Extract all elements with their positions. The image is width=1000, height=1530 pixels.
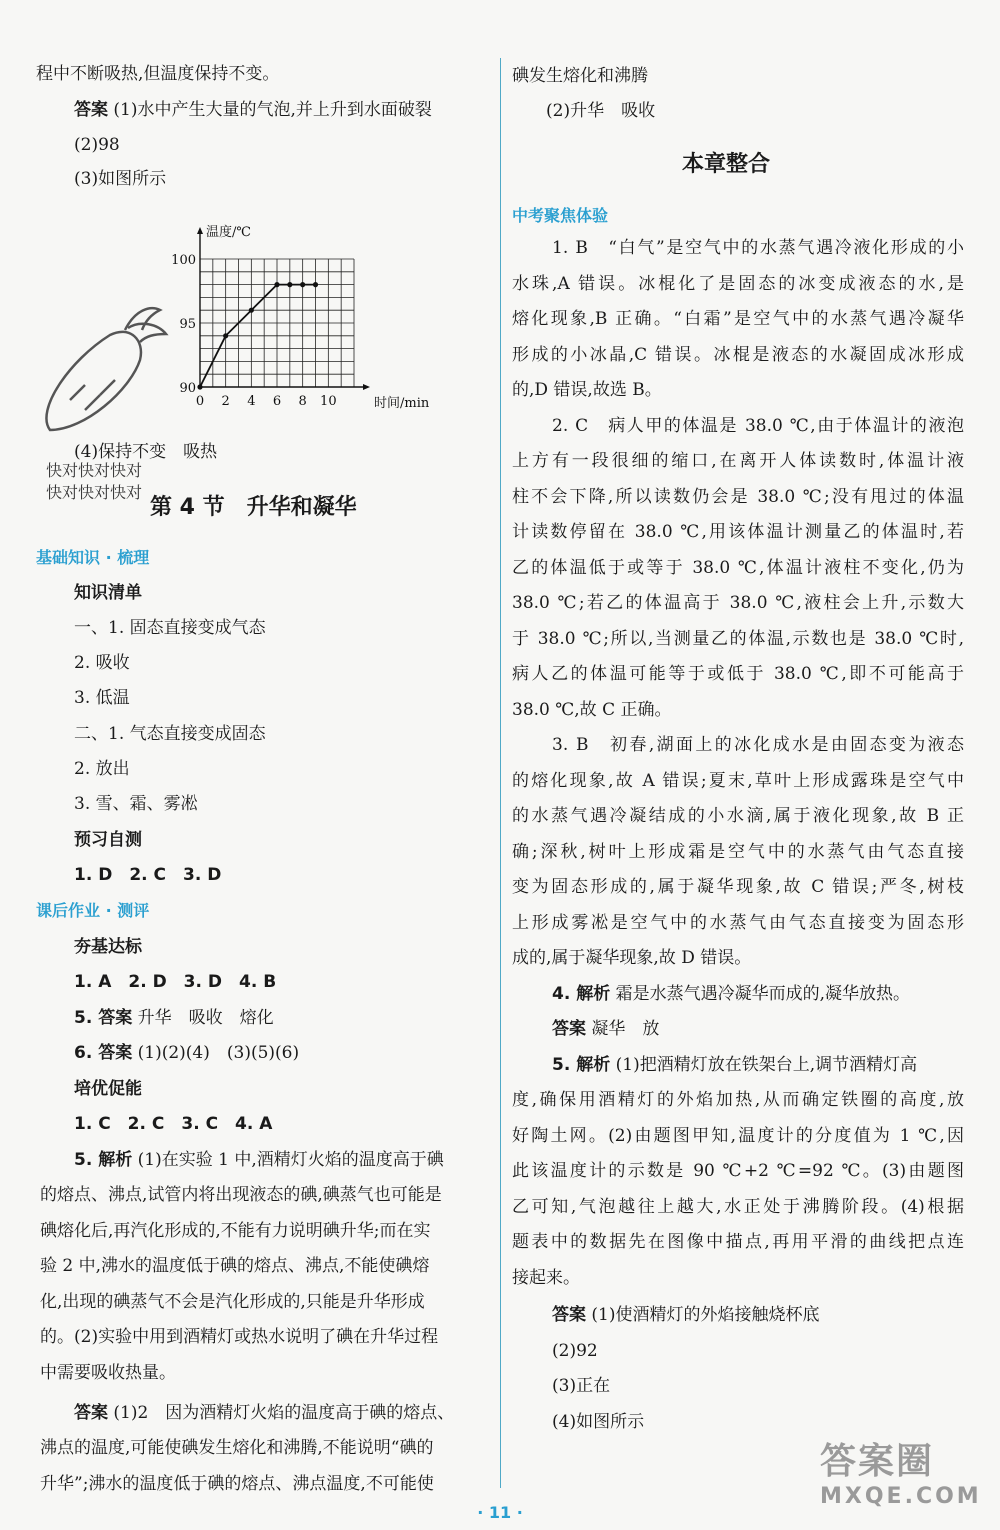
text-line: 二、1. 气态直接变成固态 [74, 724, 266, 744]
answer-line [74, 1148, 444, 1172]
question-5-answer-line: (4)如图所示 [552, 1412, 645, 1432]
label-text: (1)使酒精灯的外焰接触烧杯底 [591, 1305, 820, 1325]
data-point [287, 282, 292, 287]
heading: 预习自测 [74, 830, 142, 850]
text-line: 一、1. 固态直接变成气态 [74, 618, 266, 638]
question-3-line: 的水蒸气遇冷凝结成的小水滴,属于液化现象,故 B 正 [512, 806, 964, 826]
answer-label: 答案 [74, 100, 108, 120]
analysis-label: 5. 解析 [74, 1150, 133, 1170]
question-2-line: 病人乙的体温可能等于或低于 38.0 ℃,即不可能高于 [512, 664, 964, 684]
text-line: 2. 放出 [74, 759, 130, 779]
question-1-line: 水珠,A 错误。冰棍化了是固态的冰变成液态的水,是 [512, 274, 964, 294]
text-line: 验 2 中,沸水的温度低于碘的熔点、沸点,不能使碘熔 [40, 1256, 430, 1276]
answer-label: 5. 答案 [74, 1008, 133, 1028]
text-line: 3. 雪、霜、雾凇 [74, 794, 198, 814]
question-5-line: 度,确保用酒精灯的外焰加热,从而确定铁圈的高度,放 [512, 1090, 964, 1110]
answer-text: (1)(2)(4) (3)(5)(6) [137, 1043, 300, 1063]
x-tick-label: 2 [221, 394, 230, 409]
text-line: 的。(2)实验中用到酒精灯或热水说明了碘在升华过程 [40, 1327, 439, 1347]
watermark-text: 快对快对快对 [46, 483, 143, 502]
text-line: 中需要吸收热量。 [40, 1363, 176, 1383]
label-text: (1)把酒精灯放在铁架台上,调节酒精灯高 [615, 1055, 918, 1075]
question-5-answer-line: (2)92 [552, 1341, 598, 1361]
page-number: · 11 · [477, 1503, 523, 1522]
question-2-line: 38.0 ℃,故 C 正确。 [512, 700, 672, 720]
data-point [274, 282, 279, 287]
answer-label: 6. 答案 [74, 1043, 133, 1063]
question-3-line: 变为固态形成的,属于凝华现象,故 C 错误;严冬,树枝 [512, 877, 964, 897]
site-watermark-logo [820, 1440, 990, 1520]
text-line: 1. C 2. C 3. C 4. A [74, 1114, 273, 1134]
question-3-line: 上形成雾凇是空气中的水蒸气由气态直接变为固态形 [512, 913, 964, 933]
x-tick-label: 6 [272, 394, 282, 409]
text-line: 化,出现的碘蒸气不会是汽化形成的,只能是升华形成 [40, 1292, 425, 1312]
label-text: 霜是水蒸气遇冷凝华而成的,凝华放热。 [615, 984, 911, 1004]
question-2-line: 柱不会下降,所以读数仍会是 38.0 ℃;没有甩过的体温 [512, 487, 964, 507]
question-5-line: 接起来。 [512, 1268, 580, 1288]
x-tick-label: 8 [298, 394, 307, 409]
text-line: 升华”;沸水的温度低于碘的熔点、沸点温度,不可能使 [40, 1474, 434, 1494]
question-5-line: 好陶土网。(2)由题图甲知,温度计的分度值为 1 ℃,因 [512, 1126, 964, 1146]
question-1-line: 形成的小冰晶,C 错误。冰棍是液态的水凝固成冰形成 [512, 345, 964, 365]
text-line: (3)如图所示 [74, 169, 167, 189]
label: 答案 [552, 1305, 586, 1325]
x-axis-label: 时间/min [374, 396, 430, 411]
text-line: 3. 低温 [74, 688, 130, 708]
label: 4. 解析 [552, 984, 611, 1004]
question-4-answer [552, 1017, 659, 1041]
x-tick-label: 4 [247, 394, 256, 409]
answer-line [74, 1006, 274, 1030]
question-2-line: 2. C 病人甲的体温是 38.0 ℃,由于体温计的液泡 [552, 416, 964, 436]
subsection-heading: 中考聚焦体验 [512, 206, 609, 225]
question-2-line: 乙的体温低于或等于 38.0 ℃,体温计液柱不变化,仍为 [512, 558, 964, 578]
label: 5. 解析 [552, 1055, 611, 1075]
data-point [197, 384, 202, 389]
heading: 培优促能 [74, 1079, 142, 1099]
x-tick-label: 10 [320, 394, 337, 409]
text-line: 碘发生熔化和沸腾 [512, 66, 648, 86]
question-1-line: 1. B “白气”是空气中的水蒸气遇冷液化形成的小 [552, 238, 964, 258]
subsection-heading: 基础知识 · 梳理 [36, 548, 150, 567]
y-tick-label: 100 [171, 253, 196, 268]
text-line: (2)98 [74, 135, 120, 155]
question-5-line: 此该温度计的示数是 90 ℃+2 ℃=92 ℃。(3)由题图 [512, 1161, 964, 1181]
answer-text: 升华 吸收 熔化 [137, 1008, 274, 1028]
watermark-url: MXQE.COM [820, 1484, 982, 1509]
text-line: 碘熔化后,再汽化形成的,不能有力说明碘升华;而在实 [40, 1221, 431, 1241]
answer-label: 答案 [74, 1403, 108, 1423]
question-2-line: 于 38.0 ℃;所以,当测量乙的体温,示数也是 38.0 ℃时, [512, 629, 964, 649]
label-text: 凝华 放 [591, 1019, 660, 1039]
text-line: 程中不断吸热,但温度保持不变。 [36, 64, 280, 84]
heading: 知识清单 [74, 583, 142, 603]
question-3-line: 确;深秋,树叶上形成霜是空气中的水蒸气由气态直接 [512, 842, 964, 862]
data-point [313, 282, 318, 287]
watermark-text: 快对快对快对 [46, 461, 143, 480]
analysis-text: (1)在实验 1 中,酒精灯火焰的温度高于碘 [137, 1150, 444, 1170]
data-point [300, 282, 305, 287]
chapter-title: 本章整合 [682, 152, 771, 177]
subsection-heading: 课后作业 · 测评 [36, 901, 150, 920]
answer-line [74, 1041, 299, 1065]
text-line: (4)保持不变 吸热 [74, 442, 218, 462]
question-2-line: 上方有一段很细的缩口,在离开人体读数时,体温计液 [512, 451, 964, 471]
text-line: 沸点的温度,可能使碘发生熔化和沸腾,不能说明“碘的 [40, 1438, 434, 1458]
text-line: 1. D 2. C 3. D [74, 865, 222, 885]
text-line: 的熔点、沸点,试管内将出现液态的碘,碘蒸气也可能是 [40, 1185, 442, 1205]
question-2-line: 38.0 ℃;若乙的体温高于 38.0 ℃,液柱会上升,示数大 [512, 593, 964, 613]
text-line: 2. 吸收 [74, 653, 130, 673]
carrot-watermark-icon [30, 290, 170, 450]
question-5-line [552, 1053, 917, 1077]
section-title: 第 4 节 升华和凝华 [150, 495, 357, 520]
watermark-logo-text: 答案圈 [820, 1441, 935, 1482]
y-tick-label: 90 [179, 381, 196, 396]
heading: 夯基达标 [74, 937, 142, 957]
question-5-answer-line: (3)正在 [552, 1376, 611, 1396]
y-axis-arrow [197, 227, 203, 234]
data-point [223, 333, 228, 338]
question-3-line: 的熔化现象,故 A 错误;夏末,草叶上形成露珠是空气中 [512, 771, 964, 791]
answer-text: (1)2 因为酒精灯火焰的温度高于碘的熔点、 [113, 1403, 455, 1423]
question-3-line: 成的,属于凝华现象,故 D 错误。 [512, 948, 752, 968]
question-5-answer [552, 1303, 820, 1327]
y-tick-label: 95 [179, 317, 196, 332]
text-line: (2)升华 吸收 [546, 101, 656, 121]
question-3-line: 3. B 初春,湖面上的冰化成水是由固态变为液态 [552, 735, 964, 755]
question-5-line: 题表中的数据先在图像中描点,再用平滑的曲线把点连 [512, 1232, 964, 1252]
text-line: 1. A 2. D 3. D 4. B [74, 972, 277, 992]
y-axis-label: 温度/℃ [206, 225, 251, 240]
column-divider [500, 58, 501, 1488]
question-1-line: 熔化现象,B 正确。“白霜”是空气中的水蒸气遇冷凝华 [512, 309, 964, 329]
question-4-analysis [552, 982, 910, 1006]
label: 答案 [552, 1019, 586, 1039]
x-tick-label: 0 [195, 394, 205, 409]
answer-line [74, 98, 432, 122]
x-axis-arrow [363, 384, 370, 390]
answer-line [74, 1401, 454, 1425]
question-2-line: 计读数停留在 38.0 ℃,用该体温计测量乙的体温时,若 [512, 522, 964, 542]
answer-text: (1)水中产生大量的气泡,并上升到水面破裂 [113, 100, 432, 120]
question-5-line: 乙可知,气泡越往上越大,水正处于沸腾阶段。(4)根据 [512, 1197, 964, 1217]
question-1-line: 的,D 错误,故选 B。 [512, 380, 662, 400]
data-point [249, 308, 254, 313]
